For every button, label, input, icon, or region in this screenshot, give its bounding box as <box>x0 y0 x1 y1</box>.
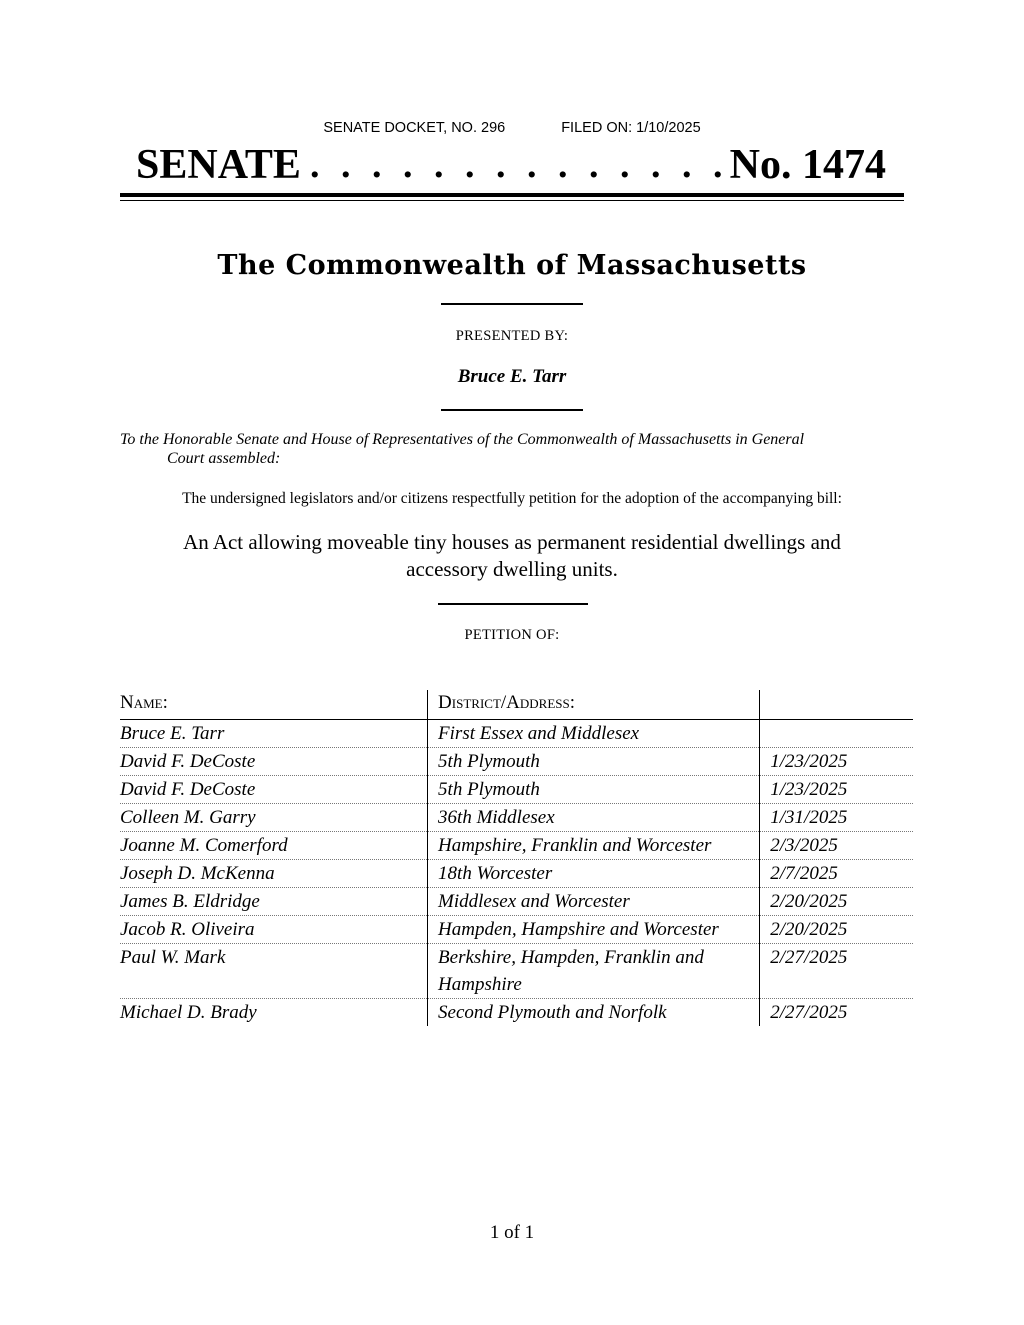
salutation-line-1: To the Honorable Senate and House of Representatives of the Commonwealth of Massachusetts in General <box>120 431 805 448</box>
petitioner-date: 2/27/2025 <box>760 999 913 1027</box>
petitioner-district: Hampden, Hampshire and Worcester <box>428 916 760 944</box>
divider <box>441 303 583 305</box>
petitioner-name: David F. DeCoste <box>120 776 428 804</box>
table-header-row <box>120 690 913 720</box>
petitioner-date: 2/20/2025 <box>760 916 913 944</box>
petitioner-name: Joseph D. McKenna <box>120 860 428 888</box>
presented-by-label: PRESENTED BY: <box>455 328 569 344</box>
page-number: 1 of 1 <box>489 1222 535 1243</box>
petitioner-district: Hampshire, Franklin and Worcester <box>428 832 760 860</box>
petitioner-date: 2/3/2025 <box>760 832 913 860</box>
petitioner-district: Berkshire, Hampden, Franklin and Hampshire <box>428 944 760 999</box>
petitioner-name: Joanne M. Comerford <box>120 832 428 860</box>
petition-statement: The undersigned legislators and/or citizens respectfully petition for the adoption of the accompanying bill: <box>182 490 842 507</box>
act-title: An Act allowing moveable tiny houses as permanent residential dwellings and accessory dwelling units. <box>183 530 841 581</box>
petitioner-date: 1/23/2025 <box>760 748 913 776</box>
salutation-line-2: Court assembled: <box>167 450 281 467</box>
divider <box>438 603 588 605</box>
petitioner-date: 2/27/2025 <box>760 944 913 999</box>
sponsor-name: Bruce E. Tarr <box>457 366 567 387</box>
title-rule-thick <box>120 193 904 197</box>
table-row <box>120 748 913 776</box>
commonwealth-heading: The Commonwealth of Massachusetts <box>217 250 807 281</box>
petitioner-name: David F. DeCoste <box>120 748 428 776</box>
address-salutation <box>120 430 880 468</box>
petitioners-table <box>120 690 913 1026</box>
petitioner-district: 5th Plymouth <box>428 776 760 804</box>
petitioner-district: 18th Worcester <box>428 860 760 888</box>
petitioner-date: 2/20/2025 <box>760 888 913 916</box>
column-header-name: Name: <box>120 690 428 720</box>
petitioner-date: 1/31/2025 <box>760 804 913 832</box>
table-row <box>120 999 913 1027</box>
table-row <box>120 776 913 804</box>
column-header-district: District/Address: <box>428 690 760 720</box>
petitioner-district: Middlesex and Worcester <box>428 888 760 916</box>
petitioner-name: Paul W. Mark <box>120 944 428 999</box>
column-header-date <box>760 690 913 720</box>
petitioner-date: 1/23/2025 <box>760 776 913 804</box>
petitioner-district: 5th Plymouth <box>428 748 760 776</box>
docket-line <box>0 120 1024 136</box>
petitioner-district: First Essex and Middlesex <box>428 720 760 748</box>
table-row <box>120 804 913 832</box>
title-leader-dots: . . . . . . . . . . . . . . <box>310 144 729 186</box>
table-row <box>120 832 913 860</box>
filed-date: FILED ON: 1/10/2025 <box>561 120 701 136</box>
table-row <box>120 720 913 748</box>
petitioner-name: Jacob R. Oliveira <box>120 916 428 944</box>
petitioner-district: Second Plymouth and Norfolk <box>428 999 760 1027</box>
divider <box>441 409 583 411</box>
bill-number: No. 1474 <box>729 142 886 188</box>
petitioner-date: 2/7/2025 <box>760 860 913 888</box>
petitioner-date <box>760 720 913 748</box>
petition-of-label: PETITION OF: <box>464 627 560 643</box>
petitioner-name: Michael D. Brady <box>120 1002 257 1023</box>
table-row <box>120 888 913 916</box>
title-rule-thin <box>120 200 904 201</box>
petitioner-district: 36th Middlesex <box>428 804 760 832</box>
table-row <box>120 860 913 888</box>
petitioner-name: Colleen M. Garry <box>120 804 428 832</box>
table-row <box>120 944 913 999</box>
senate-title <box>120 140 904 190</box>
petitioner-name: Bruce E. Tarr <box>120 720 428 748</box>
petitioner-name: James B. Eldridge <box>120 888 428 916</box>
chamber-name: SENATE <box>136 142 301 188</box>
docket-number: SENATE DOCKET, NO. 296 <box>323 120 506 136</box>
table-row <box>120 916 913 944</box>
